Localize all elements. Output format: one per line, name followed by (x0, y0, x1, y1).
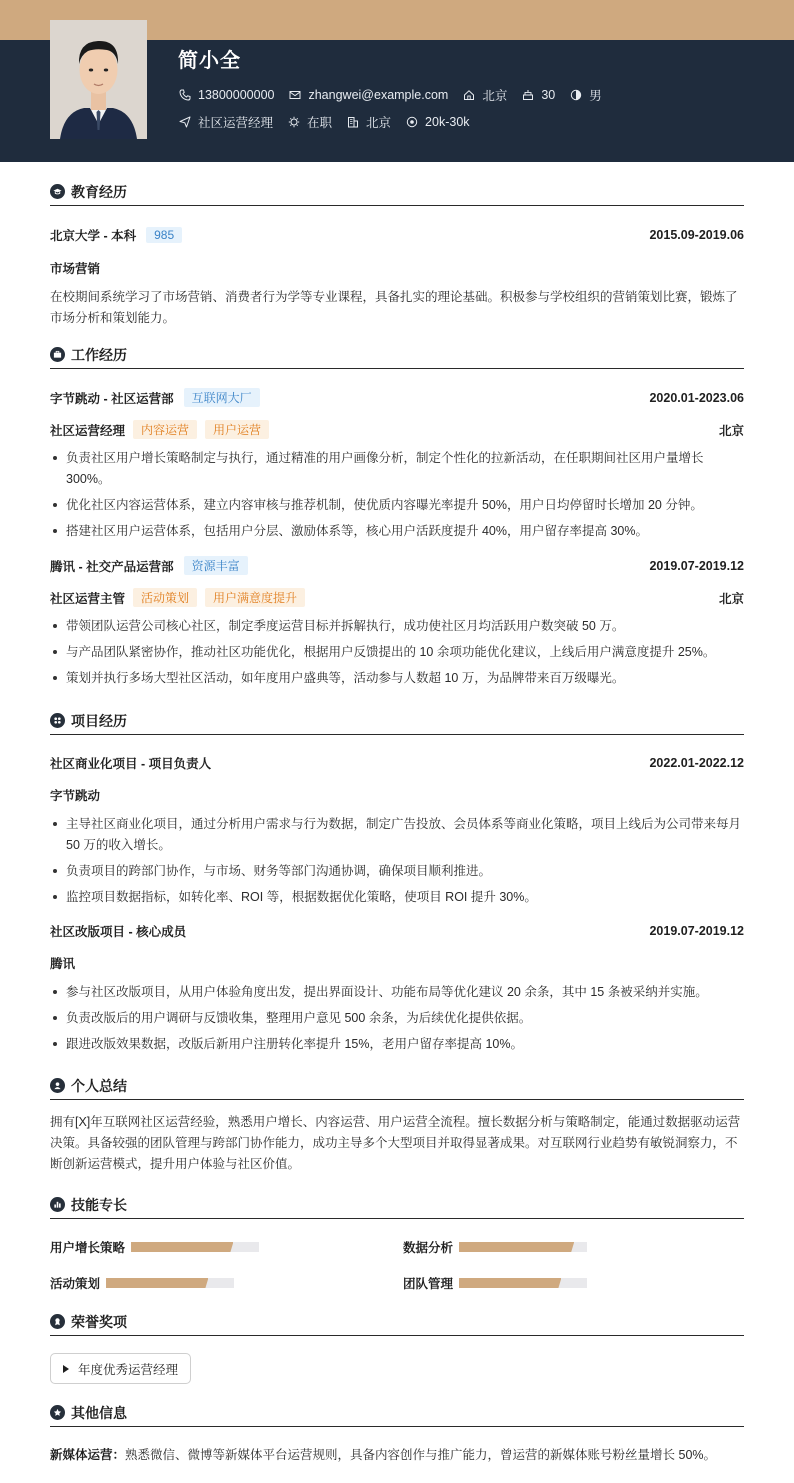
hometown-value: 北京 (482, 89, 508, 103)
list-item: 参与社区改版项目，从用户体验角度出发，提出界面设计、功能布局等优化建议 20 余条，其中 15 条被采纳并实施。 (50, 982, 744, 1003)
work-section-title: 工作经历 (71, 346, 127, 363)
work-role (50, 588, 305, 607)
list-item: 带领团队运营公司核心社区，制定季度运营目标并拆解执行，成功使社区月均活跃用户数突破 50 万。 (50, 616, 744, 637)
work-entry-header (50, 556, 744, 575)
home-icon (462, 89, 475, 102)
work-bullets (50, 448, 744, 542)
profile-photo (50, 20, 147, 139)
other-info-label: 新媒体运营： (50, 1448, 126, 1462)
honor-item[interactable] (50, 1353, 191, 1384)
skill-bar (459, 1278, 587, 1288)
briefcase-icon (50, 347, 65, 362)
work-date: 2020.01-2023.06 (649, 390, 744, 405)
skill-name: 用户增长策略 (50, 1241, 126, 1255)
skill-item (50, 1274, 403, 1292)
honors-list (50, 1353, 744, 1384)
work-company (50, 388, 260, 407)
work-entry-header (50, 388, 744, 407)
other-info-text: 熟悉微信、微博等新媒体平台运营规则，具备内容创作与推广能力，曾运营的新媒体账号粉丝量增长 50%。 (125, 1448, 717, 1462)
hometown-item (462, 86, 507, 104)
phone-icon (178, 89, 191, 102)
building-icon (346, 116, 359, 129)
work-company (50, 556, 248, 575)
list-item: 主导社区商业化项目，通过分析用户需求与行为数据，制定广告投放、会员体系等商业化策略，项目上线后为公司带来每月 50 万的收入增长。 (50, 814, 744, 856)
position-value: 社区运营经理 (198, 116, 274, 130)
age-item (521, 88, 555, 102)
project-bullets (50, 814, 744, 908)
role-tag: 活动策划 (133, 588, 197, 607)
skill-bar-fill (459, 1278, 561, 1288)
project-date: 2022.01-2022.12 (649, 756, 744, 770)
work-section-header (50, 341, 744, 369)
role-tag: 用户运营 (205, 420, 269, 439)
skill-bar (131, 1242, 259, 1252)
salary-item (405, 115, 469, 129)
company-tag: 互联网大厂 (184, 388, 260, 407)
summary-section-title: 个人总结 (71, 1077, 127, 1094)
skills-section-title: 技能专长 (71, 1196, 127, 1213)
skill-name: 活动策划 (50, 1277, 101, 1291)
user-icon (50, 1078, 65, 1093)
honors-section-title: 荣誉奖项 (71, 1313, 127, 1330)
project-date: 2019.07-2019.12 (649, 924, 744, 938)
list-item: 与产品团队紧密协作，推动社区功能优化，根据用户反馈提出的 10 余项功能优化建议，上线后用户满意度提升 25%。 (50, 642, 744, 663)
company-tag: 资源丰富 (184, 556, 248, 575)
salary-value: 20k-30k (425, 115, 470, 129)
city-item (346, 113, 391, 131)
list-item: 负责项目的跨部门协作，与市场、财务等部门沟通协调，确保项目顺利推进。 (50, 861, 744, 882)
role-tag: 内容运营 (133, 420, 197, 439)
list-item: 跟进改版效果数据，改版后新用户注册转化率提升 15%，老用户留存率提高 10%。 (50, 1034, 744, 1055)
work-bullets (50, 616, 744, 689)
other-section-title: 其他信息 (71, 1404, 127, 1421)
contact-info-row (178, 86, 616, 104)
salary-icon (405, 116, 418, 129)
education-section-header (50, 178, 744, 206)
work-role-row (50, 420, 744, 439)
school-name: 北京大学 - 本科 (50, 229, 137, 243)
project-title: 社区改版项目 - 核心成员 (50, 925, 187, 939)
status-item (287, 113, 332, 131)
honor-label: 年度优秀运营经理 (78, 1362, 179, 1377)
other-info-line (50, 1445, 744, 1463)
work-role (50, 420, 269, 439)
info-icon (50, 1405, 65, 1420)
list-item: 负责社区用户增长策略制定与执行，通过精准的用户画像分析，制定个性化的拉新活动，在任职期间社区用户量增长 300%。 (50, 448, 744, 490)
education-date: 2015.09-2019.06 (649, 228, 744, 242)
company-name: 字节跳动 - 社区运营部 (50, 391, 174, 406)
status-value: 在职 (307, 116, 333, 130)
skills-section-header (50, 1191, 744, 1219)
summary-section-header (50, 1072, 744, 1100)
work-location: 北京 (718, 423, 744, 438)
summary-text: 拥有[X]年互联网社区运营经验，熟悉用户增长、内容运营、用户运营全流程。擅长数据分析与策略制定，能通过数据驱动运营决策。具备较强的团队管理与跨部门协作能力，成功主导多个大型项目并取得显著成果。对互联网行业趋势有敏锐洞察力，不断创新运营模式，提升用户体验与社区价值。 (50, 1115, 741, 1171)
education-description: 在校期间系统学习了市场营销、消费者行为学等专业课程，具备扎实的理论基础。积极参与学校组织的营销策划比赛，锻炼了市场分析和策划能力。 (50, 290, 738, 325)
skill-bar (106, 1278, 234, 1288)
work-location: 北京 (718, 591, 744, 606)
list-item: 优化社区内容运营体系，建立内容审核与推荐机制，使优质内容曝光率提升 50%，用户日均停留时长增加 20 分钟。 (50, 495, 744, 516)
list-item: 负责改版后的用户调研与反馈收集，整理用户意见 500 余条，为后续优化提供依据。 (50, 1008, 744, 1029)
education-major: 市场营销 (50, 262, 101, 276)
gender-value: 男 (589, 89, 602, 103)
honors-section-header (50, 1308, 744, 1336)
skill-name: 团队管理 (403, 1277, 454, 1291)
grid-icon (50, 713, 65, 728)
project-entry-header (50, 922, 744, 940)
gender-item (569, 86, 602, 104)
skill-item (403, 1238, 744, 1256)
company-name: 腾讯 - 社交产品运营部 (50, 559, 174, 574)
project-title: 社区商业化项目 - 项目负责人 (50, 757, 212, 771)
position-item (178, 113, 273, 131)
triangle-right-icon (63, 1365, 69, 1373)
project-bullets (50, 982, 744, 1055)
skill-item (50, 1238, 403, 1256)
skill-bar-fill (459, 1242, 574, 1252)
send-icon (178, 116, 191, 129)
bar-chart-icon (50, 1197, 65, 1212)
status-icon (287, 116, 300, 129)
gender-icon (569, 89, 582, 102)
other-section-header (50, 1399, 744, 1427)
resume-body (50, 178, 744, 1463)
skill-item (403, 1274, 744, 1292)
city-value: 北京 (366, 116, 392, 130)
skills-grid (50, 1238, 744, 1292)
role-name: 社区运营经理 (50, 423, 126, 438)
skill-bar-fill (131, 1242, 233, 1252)
list-item: 策划并执行多场大型社区活动，如年度用户盛典等，活动参与人数超 10 万，为品牌带来百万级曝光。 (50, 668, 744, 689)
project-entry-header (50, 754, 744, 772)
education-school (50, 226, 182, 244)
email-item (288, 88, 448, 102)
work-date: 2019.07-2019.12 (649, 558, 744, 573)
education-section-title: 教育经历 (71, 183, 127, 200)
graduation-cap-icon (50, 184, 65, 199)
skill-bar (459, 1242, 587, 1252)
age-icon (521, 89, 534, 102)
award-icon (50, 1314, 65, 1329)
job-info-row (178, 113, 484, 131)
list-item: 搭建社区用户运营体系，包括用户分层、激励体系等，核心用户活跃度提升 40%，用户留存率提高 30%。 (50, 521, 744, 542)
skill-bar-fill (106, 1278, 208, 1288)
projects-section-title: 项目经历 (71, 712, 127, 729)
project-org: 腾讯 (50, 957, 76, 971)
work-role-row (50, 588, 744, 607)
role-tag: 用户满意度提升 (205, 588, 305, 607)
age-value: 30 (541, 88, 556, 102)
project-org: 字节跳动 (50, 789, 101, 803)
education-entry-header (50, 226, 744, 244)
skill-name: 数据分析 (403, 1241, 454, 1255)
role-name: 社区运营主管 (50, 591, 126, 606)
email-value: zhangwei@example.com (308, 88, 449, 102)
phone-value: 13800000000 (198, 88, 275, 102)
school-tag: 985 (146, 227, 182, 243)
mail-icon (288, 89, 301, 102)
projects-section-header (50, 707, 744, 735)
phone-item (178, 88, 274, 102)
list-item: 监控项目数据指标，如转化率、ROI 等，根据数据优化策略，使项目 ROI 提升 30%。 (50, 887, 744, 908)
candidate-name: 简小全 (178, 50, 241, 72)
